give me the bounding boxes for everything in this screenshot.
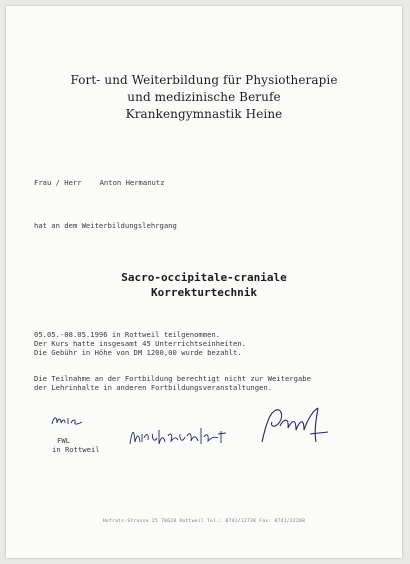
initial-signature	[50, 412, 84, 430]
details-line-2: Der Kurs hatte insgesamt 45 Unterrichtseinheiten.	[34, 339, 247, 349]
recipient-line	[34, 178, 165, 187]
letterhead-line-1: Fort- und Weiterbildung für Physiotherapie	[70, 73, 338, 87]
place-block	[52, 436, 100, 454]
instructor-signature	[126, 424, 236, 450]
footer-address: Hofrats-Strasse 25 78628 Rottweil Tel.: 0741/12738 Fax: 0741/22208	[102, 519, 306, 524]
place-text: in Rottweil	[52, 445, 100, 454]
course-title-line-1: Sacro-occipitale-craniale	[121, 271, 287, 284]
intro-text: hat an dem Weiterbildungslehrgang	[34, 221, 177, 230]
course-title	[6, 270, 402, 300]
usage-note	[34, 374, 311, 392]
note-line-2: der Lehrinhalte in anderen Fortbildungsveranstaltungen.	[34, 383, 272, 393]
letterhead-line-2: und medizinische Berufe	[127, 90, 281, 104]
director-signature	[256, 404, 336, 448]
recipient-salutation: Frau / Herr	[34, 178, 82, 187]
details-line-1: 05.05.-08.05.1996 in Rottweil teilgenommen.	[34, 330, 221, 339]
note-line-1: Die Teilnahme an der Fortbildung berechtigt nicht zur Weitergabe	[34, 374, 311, 383]
letterhead-line-3: Krankengymnastik Heine	[125, 107, 283, 121]
recipient-name: Anton Hermanutz	[99, 178, 165, 187]
course-title-line-2: Korrekturtechnik	[151, 286, 257, 299]
details-line-3: Die Gebühr in Höhe von DM 1200,00 wurde bezahlt.	[34, 348, 242, 358]
certificate-page	[6, 6, 402, 558]
letterhead	[6, 72, 402, 123]
course-details	[34, 330, 246, 358]
fwl-mark: FWL	[57, 436, 70, 445]
